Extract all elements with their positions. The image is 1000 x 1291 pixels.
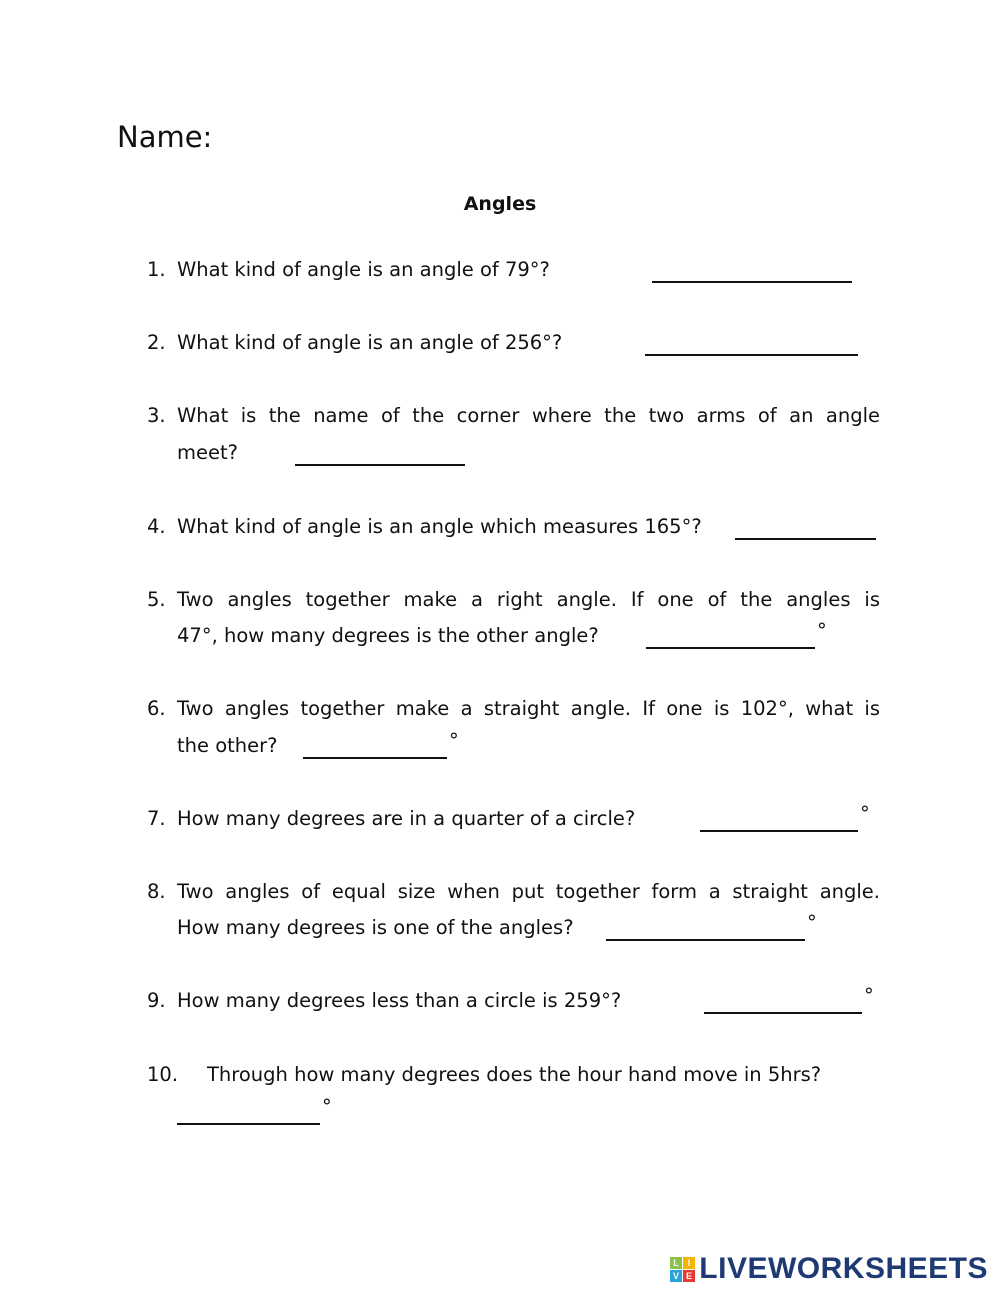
logo-cube: L <box>670 1257 682 1269</box>
answer-1-blank[interactable] <box>652 261 852 283</box>
question-7-text: How many degrees are in a quarter of a circle? <box>177 807 636 830</box>
answer-4-blank[interactable] <box>735 518 876 540</box>
logo-text: LIVEWORKSHEETS <box>699 1252 988 1285</box>
question-10-number: 10. <box>147 1063 179 1086</box>
question-6-text-line-2: the other? <box>177 734 278 757</box>
question-4-text: What kind of angle is an angle which measures 165°? <box>177 515 702 538</box>
answer-6-degree: ° <box>449 729 459 752</box>
answer-2-blank[interactable] <box>645 334 858 356</box>
answer-10-degree: ° <box>322 1095 332 1118</box>
answer-10-blank[interactable] <box>177 1103 320 1125</box>
answer-9-degree: ° <box>864 984 874 1007</box>
answer-9-blank[interactable] <box>704 992 862 1014</box>
question-8-number: 8. <box>147 880 166 903</box>
answer-8-degree: ° <box>807 911 817 934</box>
answer-6-blank[interactable] <box>303 737 447 759</box>
question-3-number: 3. <box>147 404 166 427</box>
liveworksheets-logo <box>670 1252 988 1286</box>
question-6-text-line-1: Two angles together make a straight angle. If one is 102°, what is <box>177 697 880 720</box>
logo-cube: I <box>683 1257 695 1269</box>
question-9-number: 9. <box>147 989 166 1012</box>
question-3-text-line-2: meet? <box>177 441 238 464</box>
question-6-number: 6. <box>147 697 166 720</box>
answer-3-blank[interactable] <box>295 444 465 466</box>
question-5-number: 5. <box>147 588 166 611</box>
answer-5-blank[interactable] <box>646 627 815 649</box>
answer-8-blank[interactable] <box>606 919 805 941</box>
question-2-number: 2. <box>147 331 166 354</box>
answer-5-degree: ° <box>817 619 827 642</box>
question-8-text-line-2: How many degrees is one of the angles? <box>177 916 574 939</box>
question-8-text-line-1: Two angles of equal size when put together form a straight angle. <box>177 880 880 903</box>
question-2-text: What kind of angle is an angle of 256°? <box>177 331 563 354</box>
question-4-number: 4. <box>147 515 166 538</box>
question-9-text: How many degrees less than a circle is 259°? <box>177 989 622 1012</box>
question-10-text: Through how many degrees does the hour hand move in 5hrs? <box>207 1063 822 1086</box>
question-5-text-line-1: Two angles together make a right angle. If one of the angles is <box>177 588 880 611</box>
question-1-text: What kind of angle is an angle of 79°? <box>177 258 550 281</box>
answer-7-degree: ° <box>860 802 870 825</box>
worksheet-title: Angles <box>463 193 537 215</box>
question-1-number: 1. <box>147 258 166 281</box>
name-label: Name: <box>117 120 213 154</box>
question-7-number: 7. <box>147 807 166 830</box>
logo-cube: V <box>670 1270 682 1282</box>
answer-7-blank[interactable] <box>700 810 858 832</box>
question-3-text-line-1: What is the name of the corner where the two arms of an angle <box>177 404 880 427</box>
question-5-text-line-2: 47°, how many degrees is the other angle? <box>177 624 599 647</box>
logo-cubes-icon <box>670 1257 695 1282</box>
logo-cube: E <box>683 1270 695 1282</box>
